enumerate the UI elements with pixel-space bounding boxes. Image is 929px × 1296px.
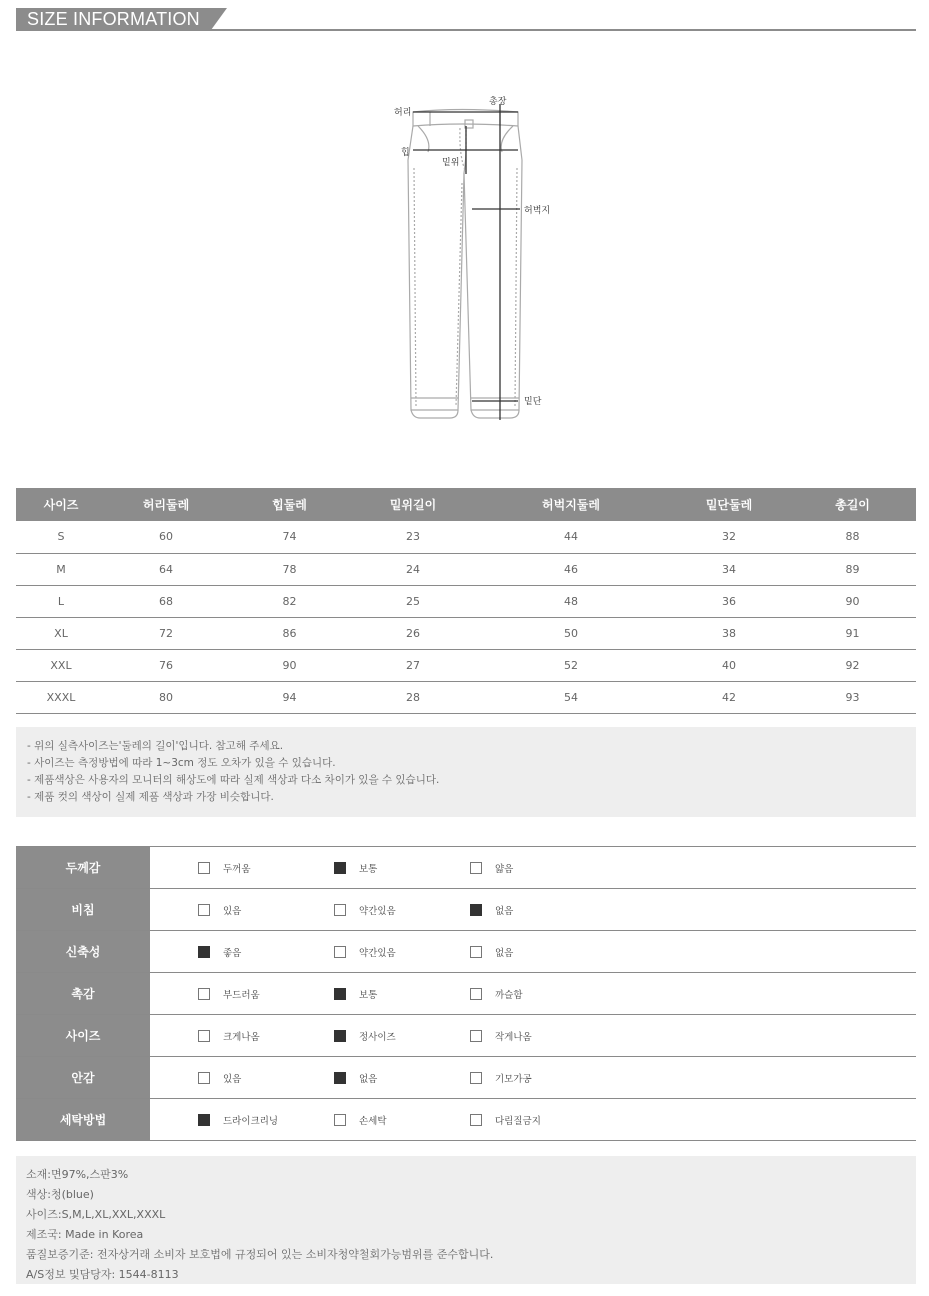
- checkbox-icon: [334, 988, 346, 1000]
- table-cell: 60: [106, 521, 226, 553]
- option-label: 부드러움: [223, 990, 260, 1001]
- attribute-option: [334, 1029, 396, 1043]
- table-cell: 80: [106, 681, 226, 713]
- table-cell: 25: [353, 585, 473, 617]
- option-label: 얇음: [495, 864, 514, 875]
- option-label: 보통: [359, 990, 378, 1001]
- table-row: [16, 617, 916, 649]
- note-line: - 사이즈는 측정방법에 따라 1~3cm 정도 오차가 있을 수 있습니다.: [27, 757, 336, 769]
- table-cell: 46: [473, 553, 669, 585]
- table-cell: 64: [106, 553, 226, 585]
- table-cell: 76: [106, 649, 226, 681]
- checkbox-icon: [198, 904, 210, 916]
- checkbox-icon: [198, 1030, 210, 1042]
- table-cell: 90: [789, 585, 916, 617]
- attribute-option: [198, 1113, 278, 1127]
- rise-label: 밑위: [442, 158, 460, 168]
- attribute-option: [334, 903, 396, 917]
- table-row: [16, 521, 916, 553]
- checkbox-icon: [470, 1114, 482, 1126]
- table-cell: 93: [789, 681, 916, 713]
- attribute-option: [198, 903, 241, 917]
- total-length-label: 총장: [489, 97, 507, 107]
- attribute-option: [470, 945, 513, 959]
- checkbox-icon: [198, 1114, 210, 1126]
- option-label: 약간있음: [359, 948, 396, 959]
- info-line: 품질보증기준: 전자상거래 소비자 보호법에 규정되어 있는 소비자청약철회가능범위를 준수합니다.: [26, 1248, 494, 1261]
- checkbox-icon: [334, 1114, 346, 1126]
- attribute-option: [470, 903, 513, 917]
- table-cell: 23: [353, 521, 473, 553]
- column-header: 사이즈: [16, 488, 106, 521]
- attribute-option: [334, 987, 377, 1001]
- table-cell: XL: [16, 617, 106, 649]
- table-cell: 27: [353, 649, 473, 681]
- attribute-option: [198, 1029, 260, 1043]
- column-header: 밑위길이: [353, 488, 473, 521]
- checkbox-icon: [470, 904, 482, 916]
- table-cell: 54: [473, 681, 669, 713]
- checkbox-icon: [470, 946, 482, 958]
- table-cell: 74: [226, 521, 353, 553]
- size-table: [16, 488, 916, 714]
- header-title: SIZE INFORMATION: [27, 9, 200, 29]
- table-cell: 90: [226, 649, 353, 681]
- table-cell: 36: [669, 585, 789, 617]
- checkbox-icon: [470, 1072, 482, 1084]
- checkbox-icon: [334, 1030, 346, 1042]
- option-label: 기모가공: [495, 1074, 532, 1085]
- option-label: 있음: [223, 906, 242, 917]
- note-line: - 제품 컷의 색상이 실제 제품 색상과 가장 비슷합니다.: [27, 791, 274, 803]
- pants-measurement-diagram: [380, 88, 580, 433]
- table-row: [16, 553, 916, 585]
- table-cell: 42: [669, 681, 789, 713]
- header-tab: [16, 8, 211, 30]
- option-label: 정사이즈: [359, 1032, 396, 1043]
- attribute-option: [198, 861, 251, 875]
- checkbox-icon: [334, 1072, 346, 1084]
- hem-label: 밑단: [524, 397, 542, 407]
- attribute-option: [470, 1029, 532, 1043]
- attribute-row-stretch: [16, 931, 916, 973]
- size-table-header-row: [16, 488, 916, 521]
- info-line: 제조국: Made in Korea: [26, 1228, 144, 1241]
- option-label: 드라이크리닝: [223, 1116, 279, 1127]
- info-line: 색상:청(blue): [26, 1188, 94, 1201]
- checkbox-icon: [198, 946, 210, 958]
- option-label: 까슬함: [495, 990, 523, 1001]
- checkbox-icon: [334, 946, 346, 958]
- info-line: A/S정보 및담당자: 1544-8113: [26, 1268, 179, 1281]
- table-cell: 28: [353, 681, 473, 713]
- checkbox-icon: [198, 862, 210, 874]
- table-cell: 89: [789, 553, 916, 585]
- table-cell: XXL: [16, 649, 106, 681]
- pants-outline-icon: [380, 88, 580, 433]
- attribute-option: [198, 1071, 241, 1085]
- table-cell: 91: [789, 617, 916, 649]
- hip-label: 힙: [401, 148, 410, 158]
- info-line: 사이즈:S,M,L,XL,XXL,XXXL: [26, 1208, 166, 1221]
- table-cell: 26: [353, 617, 473, 649]
- checkbox-icon: [198, 988, 210, 1000]
- header-underline: [16, 29, 916, 31]
- option-label: 손세탁: [359, 1116, 387, 1127]
- option-label: 있음: [223, 1074, 242, 1085]
- table-cell: 44: [473, 521, 669, 553]
- attribute-option: [470, 1113, 541, 1127]
- option-label: 작게나옴: [495, 1032, 532, 1043]
- table-cell: 24: [353, 553, 473, 585]
- column-header: 힙둘레: [226, 488, 353, 521]
- checkbox-icon: [470, 862, 482, 874]
- attribute-row-lining: [16, 1057, 916, 1099]
- table-row: [16, 585, 916, 617]
- checkbox-icon: [470, 988, 482, 1000]
- table-row: [16, 649, 916, 681]
- section-header: [16, 8, 916, 32]
- product-info-panel: [16, 1156, 916, 1284]
- attribute-label: 사이즈: [16, 1015, 150, 1056]
- option-label: 다림질금지: [495, 1116, 541, 1127]
- table-cell: 48: [473, 585, 669, 617]
- table-cell: 50: [473, 617, 669, 649]
- note-line: - 위의 실측사이즈는'둘레의 길이'입니다. 참고해 주세요.: [27, 740, 284, 752]
- attribute-row-thickness: [16, 847, 916, 889]
- attribute-option: [198, 987, 260, 1001]
- option-label: 좋음: [223, 948, 242, 959]
- attribute-option: [470, 1071, 532, 1085]
- column-header: 허리둘레: [106, 488, 226, 521]
- attribute-label: 두께감: [16, 847, 150, 888]
- table-cell: 34: [669, 553, 789, 585]
- checkbox-icon: [334, 904, 346, 916]
- column-header: 밑단둘레: [669, 488, 789, 521]
- table-row: [16, 681, 916, 713]
- checkbox-icon: [334, 862, 346, 874]
- table-cell: 68: [106, 585, 226, 617]
- attribute-option: [470, 861, 513, 875]
- option-label: 없음: [359, 1074, 378, 1085]
- table-cell: 52: [473, 649, 669, 681]
- table-cell: 78: [226, 553, 353, 585]
- option-label: 크게나옴: [223, 1032, 260, 1043]
- product-attributes-table: [16, 846, 916, 1141]
- table-cell: 72: [106, 617, 226, 649]
- waist-label: 허리: [394, 108, 412, 118]
- option-label: 약간있음: [359, 906, 396, 917]
- size-notes-panel: [16, 727, 916, 817]
- attribute-label: 촉감: [16, 973, 150, 1014]
- attribute-option: [334, 1113, 387, 1127]
- table-cell: 88: [789, 521, 916, 553]
- attribute-option: [334, 945, 396, 959]
- table-cell: 82: [226, 585, 353, 617]
- attribute-option: [198, 945, 241, 959]
- checkbox-icon: [198, 1072, 210, 1084]
- attribute-option: [334, 861, 377, 875]
- option-label: 없음: [495, 948, 514, 959]
- attribute-row-washing: [16, 1099, 916, 1141]
- attribute-row-sheerness: [16, 889, 916, 931]
- attribute-option: [470, 987, 523, 1001]
- table-cell: 38: [669, 617, 789, 649]
- table-cell: 40: [669, 649, 789, 681]
- table-cell: 94: [226, 681, 353, 713]
- option-label: 보통: [359, 864, 378, 875]
- table-cell: 32: [669, 521, 789, 553]
- attribute-label: 비침: [16, 889, 150, 930]
- thigh-label: 허벅지: [524, 206, 551, 216]
- table-cell: 86: [226, 617, 353, 649]
- table-cell: M: [16, 553, 106, 585]
- table-cell: S: [16, 521, 106, 553]
- table-cell: XXXL: [16, 681, 106, 713]
- note-line: - 제품색상은 사용자의 모니터의 해상도에 따라 실제 색상과 다소 차이가 있을 수 있습니다.: [27, 774, 440, 786]
- attribute-label: 신축성: [16, 931, 150, 972]
- attribute-option: [334, 1071, 377, 1085]
- column-header: 허벅지둘레: [473, 488, 669, 521]
- attribute-label: 안감: [16, 1057, 150, 1098]
- checkbox-icon: [470, 1030, 482, 1042]
- info-line: 소재:면97%,스판3%: [26, 1168, 129, 1181]
- attribute-row-texture: [16, 973, 916, 1015]
- table-cell: L: [16, 585, 106, 617]
- option-label: 없음: [495, 906, 514, 917]
- attribute-row-fit: [16, 1015, 916, 1057]
- table-cell: 92: [789, 649, 916, 681]
- column-header: 총길이: [789, 488, 916, 521]
- option-label: 두꺼움: [223, 864, 251, 875]
- attribute-label: 세탁방법: [16, 1099, 150, 1140]
